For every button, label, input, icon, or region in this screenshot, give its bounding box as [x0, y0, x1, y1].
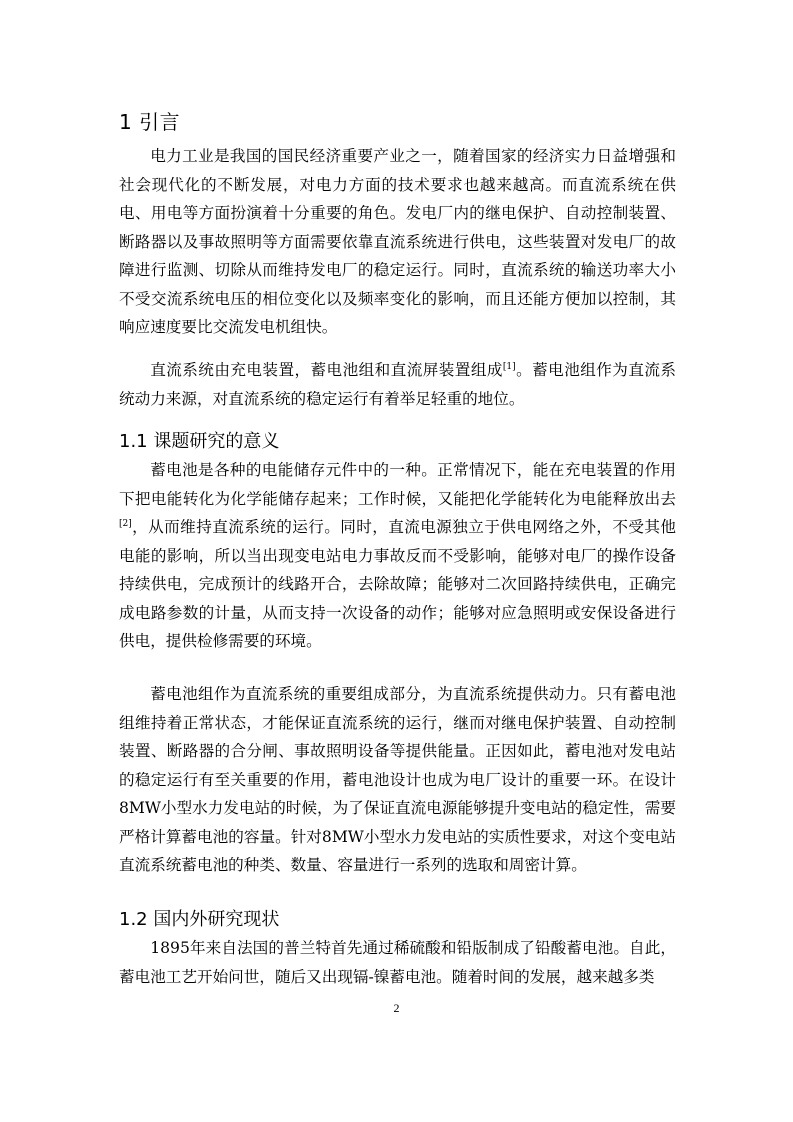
- s11-p1-text-cont: ，从而维持直流系统的运行。同时，直流电源独立于供电网络之外，不受其他电能的影响，所以当出现变电站电力事故反而不受影响，能够对电厂的操作设备持续供电，完成预计的线路开合，去除故障；能够对二次回路持续供电，正确完成电路参数的计量，从而支持一次设备的动作；能够对应急照明或安保设备进行供电，提供检修需要的环境。: [119, 518, 676, 650]
- section-1-1-paragraph-1: [119, 456, 676, 656]
- citation-ref-1: [1]: [502, 361, 516, 372]
- intro-paragraph-2: [119, 356, 676, 413]
- intro-p2-text-cont: 。蓄电池组作为直流系统动力来源，对直流系统的稳定运行有着举足轻重的地位。: [119, 361, 676, 408]
- s11-p1-text: 蓄电池是各种的电能储存元件中的一种。正常情况下，能在充电装置的作用下把电能转化为化学能储存起来；工作时候，又能把化学能转化为电能释放出去: [119, 461, 676, 508]
- section-1-2-paragraph-1: 1895年来自法国的普兰特首先通过稀硫酸和铅版制成了铅酸蓄电池。自此，蓄电池工艺开始问世，随后又出现镉-镍蓄电池。随着时间的发展，越来越多类: [119, 939, 676, 986]
- section-heading-1-2: 1.2 国内外研究现状: [119, 909, 280, 930]
- citation-ref-2: [2]: [119, 518, 132, 529]
- chapter-heading: 1 引言: [119, 110, 181, 134]
- section-heading-1-1: 1.1 课题研究的意义: [119, 431, 280, 452]
- section-1-1-paragraph-2: 蓄电池组作为直流系统的重要组成部分，为直流系统提供动力。只有蓄电池组维持着正常状态，才能保证直流系统的运行，继而对继电保护装置、自动控制装置、断路器的合分闸、事故照明设备等提供能量。正因如此，蓄电池对发电站的稳定运行有至关重要的作用，蓄电池设计也成为电厂设计的重要一环。在设计8MW小型水力发电站的时候，为了保证直流电源能够提升变电站的稳定性，需要严格计算蓄电池的容量。针对8MW小型水力发电站的实质性要求，对这个变电站直流系统蓄电池的种类、数量、容量进行一系列的选取和周密计算。: [119, 685, 676, 874]
- intro-p2-text: 直流系统由充电装置，蓄电池组和直流屏装置组成: [150, 361, 503, 379]
- page-number: 2: [393, 1001, 400, 1015]
- intro-paragraph-1: 电力工业是我国的国民经济重要产业之一，随着国家的经济实力日益增强和社会现代化的不断发展，对电力方面的技术要求也越来越高。而直流系统在供电、用电等方面扮演着十分重要的角色。发电厂内的继电保护、自动控制装置、断路器以及事故照明等方面需要依靠直流系统进行供电，这些装置对发电厂的故障进行监测、切除从而维持发电厂的稳定运行。同时，直流系统的输送功率大小不受交流系统电压的相位变化以及频率变化的影响，而且还能方便加以控制，其响应速度要比交流发电机组快。: [119, 147, 676, 336]
